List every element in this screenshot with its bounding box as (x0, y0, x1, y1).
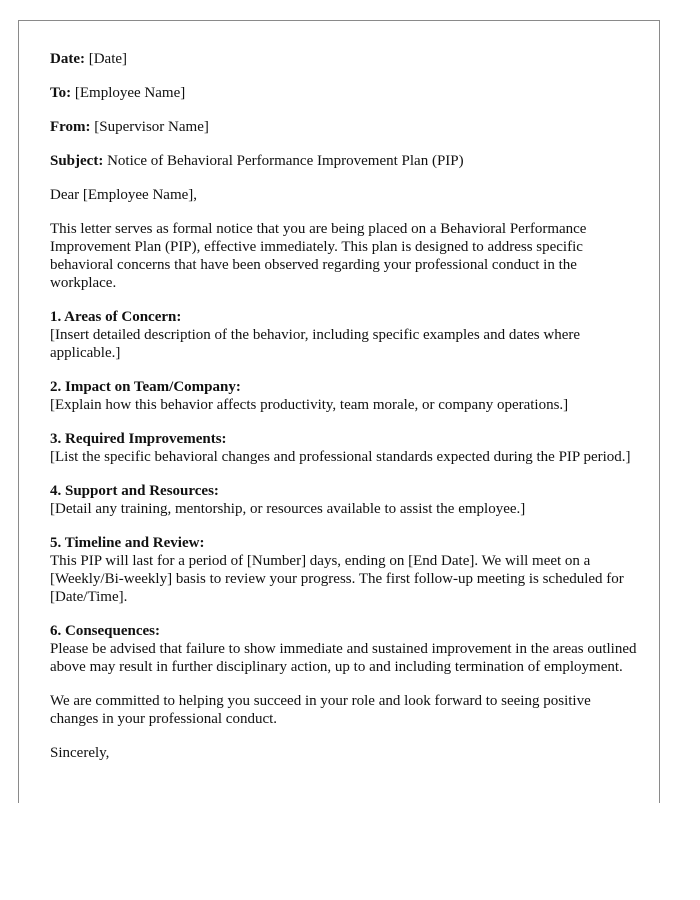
section-body: This PIP will last for a period of [Number] days, ending on [End Date]. We will meet on a [Weekly/Bi-weekly] basis to review your progress. The first follow-up meeting is scheduled for [Date/Time]. (50, 553, 624, 605)
date-line (50, 50, 639, 68)
section-title: 5. Timeline and Review: (50, 535, 205, 551)
section-title: 6. Consequences: (50, 623, 161, 639)
date-value: [Date] (88, 51, 128, 67)
to-label: To: (50, 85, 72, 101)
signoff: Sincerely, (50, 745, 110, 761)
subject-value: Notice of Behavioral Performance Improvement Plan (PIP) (107, 153, 464, 169)
section-body: [Detail any training, mentorship, or resources available to assist the employee.] (50, 501, 526, 517)
section-impact (50, 378, 639, 414)
closing-paragraph: We are committed to helping you succeed in your role and look forward to seeing positive changes in your professional conduct. (50, 693, 591, 727)
from-label: From: (50, 119, 91, 135)
section-areas-of-concern (50, 308, 639, 362)
to-value: [Employee Name] (74, 85, 186, 101)
section-title: 1. Areas of Concern: (50, 309, 182, 325)
date-label: Date: (50, 51, 85, 67)
subject-line (50, 152, 639, 170)
subject-label: Subject: (50, 153, 104, 169)
intro-paragraph: This letter serves as formal notice that you are being placed on a Behavioral Performance Improvement Plan (PIP), effective immediately. This plan is designed to address specific behavioral concerns that have been observed regarding your professional conduct in the workplace. (50, 221, 587, 291)
section-body: [Explain how this behavior affects productivity, team morale, or company operations.] (50, 397, 569, 413)
section-title: 3. Required Improvements: (50, 431, 227, 447)
salutation: Dear [Employee Name], (50, 187, 198, 203)
section-consequences (50, 622, 639, 676)
section-required-improvements (50, 430, 639, 466)
letter-page (18, 20, 660, 803)
section-title: 2. Impact on Team/Company: (50, 379, 241, 395)
section-support-resources (50, 482, 639, 518)
section-body: Please be advised that failure to show immediate and sustained improvement in the areas outlined above may result in further disciplinary action, up to and including termination of employment. (50, 641, 637, 675)
section-body: [Insert detailed description of the behavior, including specific examples and dates where applicable.] (50, 327, 581, 361)
from-value: [Supervisor Name] (94, 119, 209, 135)
section-timeline-review (50, 534, 639, 606)
to-line (50, 84, 639, 102)
section-title: 4. Support and Resources: (50, 483, 219, 499)
section-body: [List the specific behavioral changes and professional standards expected during the PIP period.] (50, 449, 631, 465)
from-line (50, 118, 639, 136)
